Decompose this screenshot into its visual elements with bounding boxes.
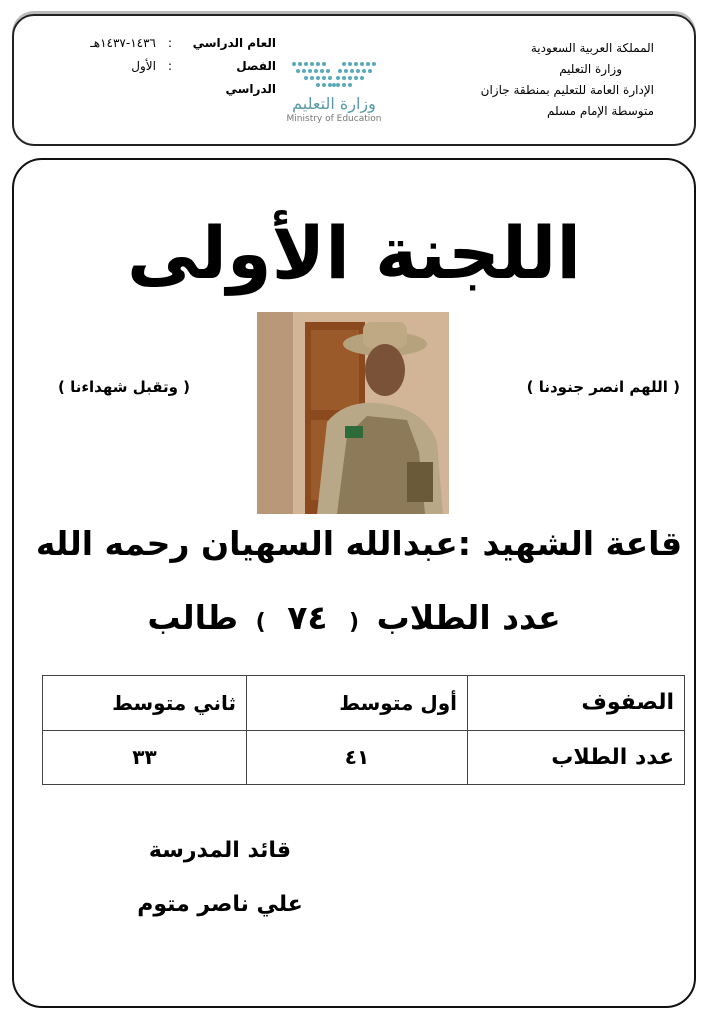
header-org-lines — [434, 38, 654, 122]
table-header-row — [43, 676, 685, 731]
count-label: عدد الطلاب — [376, 598, 561, 637]
table-row — [43, 730, 685, 785]
table-header-cell: أول متوسط — [247, 676, 468, 731]
term-colon: : — [167, 59, 173, 73]
martyr-photo-image — [257, 312, 449, 514]
year-row — [36, 32, 276, 55]
table-header-cell: الصفوف — [468, 676, 685, 731]
student-count-line — [0, 596, 708, 645]
committee-title: اللجنة الأولى — [126, 211, 582, 295]
logo-english-text: Ministry of Education — [286, 114, 382, 124]
term-value: الأول — [131, 59, 156, 73]
header-year-info — [36, 32, 276, 101]
ministry-logo-icon — [284, 56, 384, 92]
header-ministry: وزارة التعليم — [559, 62, 622, 76]
table-header-cell: ثاني متوسط — [43, 676, 247, 731]
year-label: العام الدراسي — [192, 36, 276, 50]
header-school: متوسطة الإمام مسلم — [547, 104, 654, 118]
table-cell: عدد الطلاب — [468, 730, 685, 785]
hall-name: قاعة الشهيد :عبدالله السهيان رحمه الله — [35, 524, 683, 563]
count-value: ٧٤ — [287, 598, 328, 637]
year-colon: : — [167, 36, 173, 50]
students-table — [42, 675, 685, 785]
ministry-logo — [269, 56, 399, 151]
header-directorate: الإدارة العامة للتعليم بمنطقة جازان — [480, 83, 654, 97]
count-close-paren: ) — [255, 610, 266, 635]
count-unit: طالب — [147, 598, 239, 637]
prayer-left: ( وتقبل شهداءنا ) — [58, 378, 191, 396]
principal-title: قائد المدرسة — [148, 838, 292, 863]
martyr-photo — [257, 312, 449, 514]
header-country: المملكة العربية السعودية — [530, 41, 654, 55]
year-value: ١٤٣٦-١٤٣٧هـ — [90, 36, 156, 50]
header-box — [12, 14, 696, 146]
term-row — [36, 55, 276, 101]
prayer-right: ( اللهم انصر جنودنا ) — [526, 378, 680, 396]
logo-arabic-text: وزارة التعليم — [292, 94, 376, 113]
table-cell: ٣٣ — [43, 730, 247, 785]
count-open-paren: ( — [349, 610, 360, 635]
term-label: الفصل الدراسي — [225, 59, 276, 96]
table-cell: ٤١ — [247, 730, 468, 785]
principal-name: علي ناصر متوم — [137, 892, 303, 917]
